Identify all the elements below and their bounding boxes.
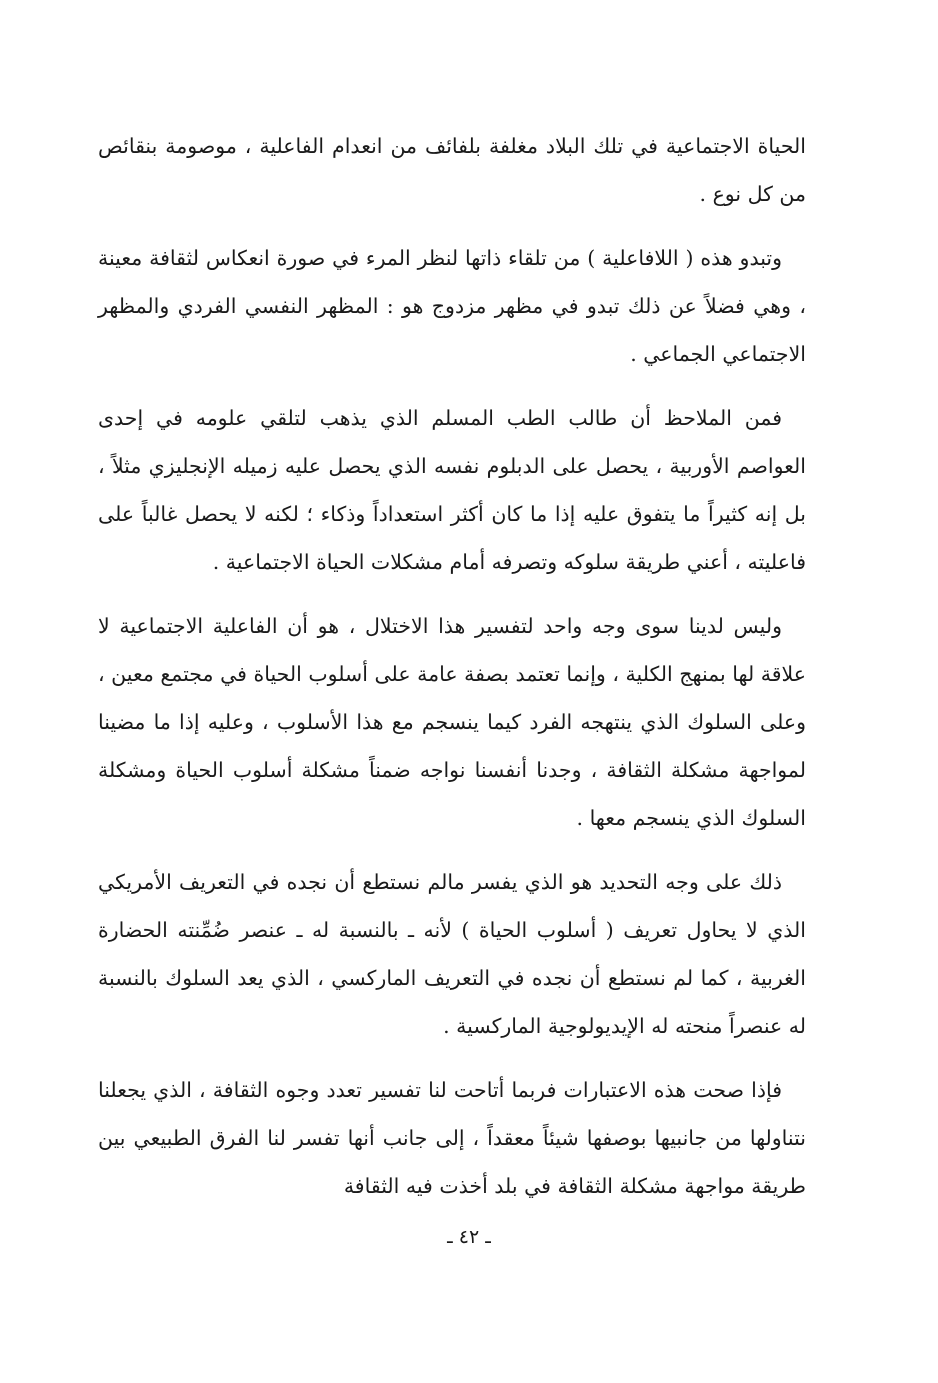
paragraph-3: فمن الملاحظ أن طالب الطب المسلم الذي يذهب لتلقي علومه في إحدى العواصم الأوربية ، يحصل على الدبلوم نفسه الذي يحصل عليه زميله الإنجليزي مثلاً ، بل إنه كثيراً ما يتفوق عليه إذا ما كان أكثر استعداداً وذكاء ؛ لكنه لا يحصل غالباً على فاعليته ، أعني طريقة سلوكه وتصرفه أمام مشكلات الحياة الاجتماعية . bbox=[98, 406, 806, 574]
paragraph-1: الحياة الاجتماعية في تلك البلاد مغلفة بلفائف من انعدام الفاعلية ، موصومة بنقائص من كل نوع . bbox=[98, 134, 806, 206]
paragraph-4: وليس لدينا سوى وجه واحد لتفسير هذا الاختلال ، هو أن الفاعلية الاجتماعية لا علاقة لها بمنهج الكلية ، وإنما تعتمد بصفة عامة على أسلوب الحياة في مجتمع معين ، وعلى السلوك الذي ينتهجه الفرد كيما ينسجم مع هذا الأسلوب ، وعليه إذا ما مضينا لمواجهة مشكلة الثقافة ، وجدنا أنفسنا نواجه ضمناً مشكلة أسلوب الحياة ومشكلة السلوك الذي ينسجم معها . bbox=[98, 614, 806, 830]
paragraph-5: ذلك على وجه التحديد هو الذي يفسر مالم نستطع أن نجده في التعريف الأمريكي الذي لا يحاول تعريف ( أسلوب الحياة ) لأنه ـ بالنسبة له ـ عنصر ضُمِّنته الحضارة الغربية ، كما لم نستطع أن نجده في التعريف الماركسي ، الذي يعد السلوك بالنسبة له عنصراً منحته له الإيديولوجية الماركسية . bbox=[98, 870, 806, 1038]
page-body bbox=[98, 122, 806, 1226]
paragraph-6: فإذا صحت هذه الاعتبارات فربما أتاحت لنا تفسير تعدد وجوه الثقافة ، الذي يجعلنا نتناولها من جانبيها بوصفها شيئاً معقداً ، إلى جانب أنها تفسر لنا الفرق الطبيعي بين طريقة مواجهة مشكلة الثقافة في بلد أخذت فيه الثقافة bbox=[98, 1078, 806, 1198]
paragraph-2: وتبدو هذه ( اللافاعلية ) من تلقاء ذاتها لنظر المرء في صورة انعكاس لثقافة معينة ، وهي فضلاً عن ذلك تبدو في مظهر مزدوج هو : المظهر النفسي الفردي والمظهر الاجتماعي الجماعي . bbox=[98, 246, 806, 366]
page-number: ـ ٤٢ ـ bbox=[447, 1226, 491, 1248]
